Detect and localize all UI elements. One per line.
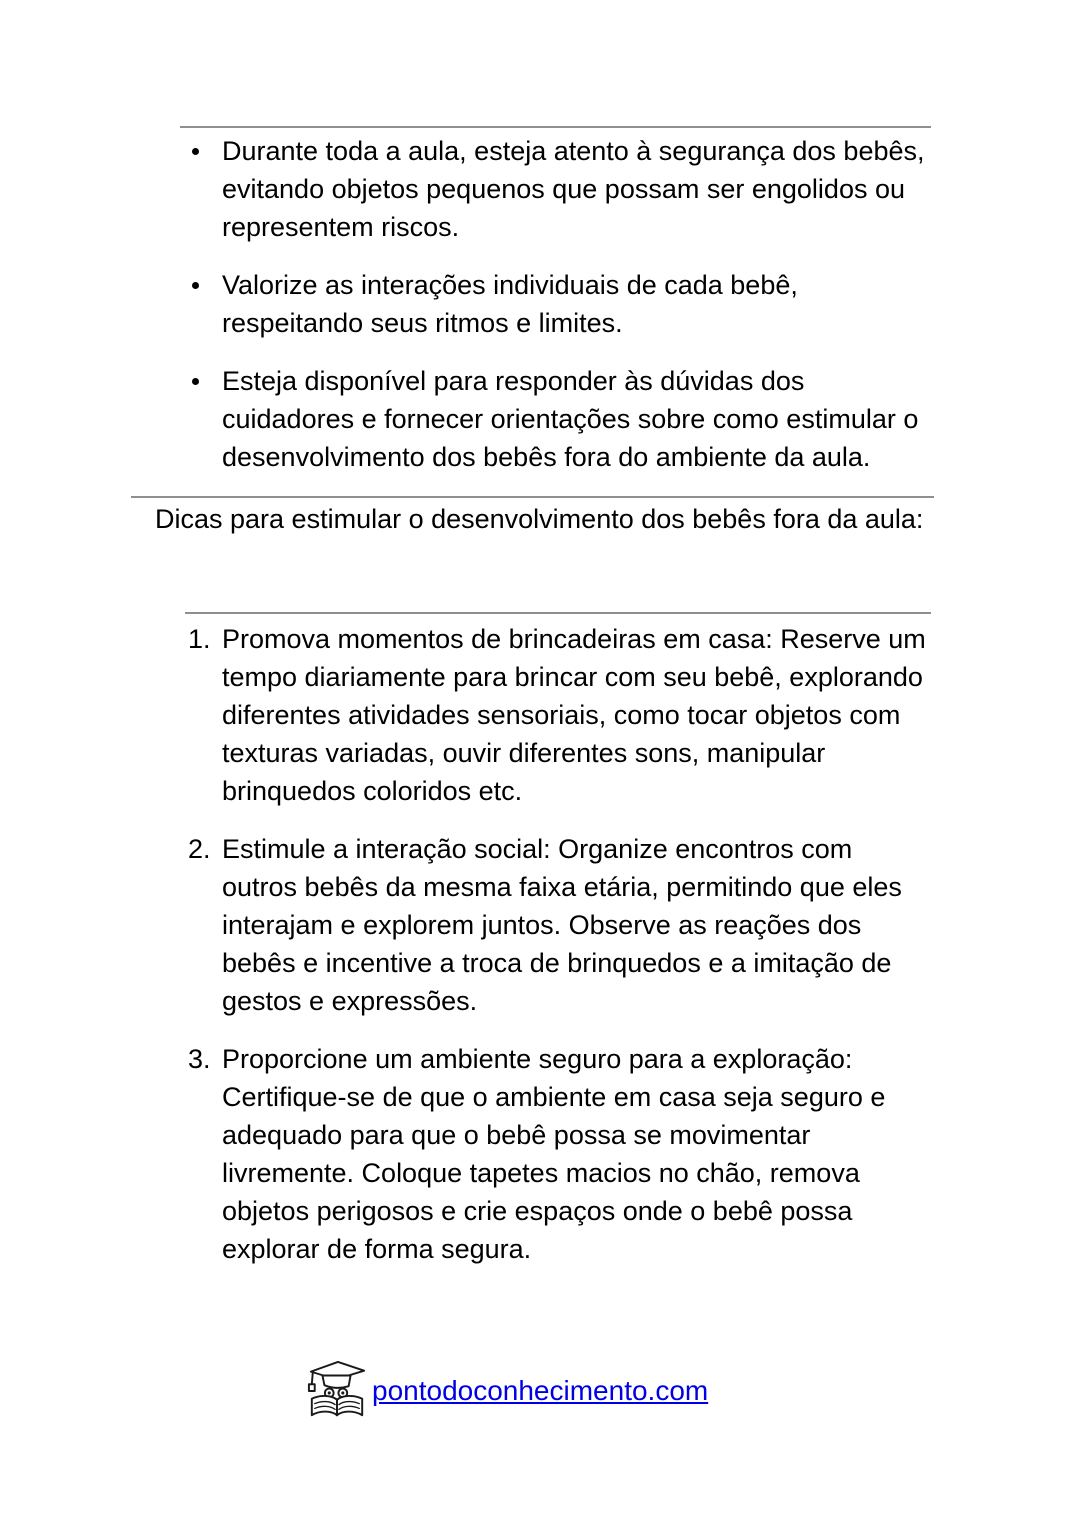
bullet-list (0, 132, 1086, 476)
bullet-list-item (188, 266, 932, 342)
numbered-list (0, 620, 1086, 1268)
bullet-item-text: Valorize as interações individuais de cada bebê, respeitando seus ritmos e limites. (222, 270, 798, 338)
horizontal-rule-bottom (185, 612, 931, 614)
footer (306, 1360, 1086, 1422)
bullet-list-item (188, 132, 932, 246)
numbered-list-item (188, 830, 932, 1020)
bullet-list-item (188, 362, 932, 476)
horizontal-rule-top (180, 126, 931, 128)
list-number: 2. (188, 834, 211, 864)
graduation-cap-open-book-icon (306, 1360, 368, 1422)
bullet-icon (188, 362, 222, 476)
bullet-icon (188, 266, 222, 342)
bullet-item-text: Esteja disponível para responder às dúvidas dos cuidadores e fornecer orientações sobre como estimular o desenvolvimento dos bebês fora do ambiente da aula. (222, 366, 919, 472)
section-heading: Dicas para estimular o desenvolvimento dos bebês fora da aula: (155, 504, 924, 534)
bullet-item-text: Durante toda a aula, esteja atento à segurança dos bebês, evitando objetos pequenos que possam ser engolidos ou representem riscos. (222, 136, 925, 242)
numbered-list-item (188, 1040, 932, 1268)
numbered-item-text: Estimule a interação social: Organize encontros com outros bebês da mesma faixa etária, permitindo que eles interajam e explorem juntos. Observe as reações dos bebês e incentive a troca de brinquedos e a imitação de gestos e expressões. (222, 834, 902, 1016)
list-number: 1. (188, 624, 211, 654)
numbered-item-text: Proporcione um ambiente seguro para a exploração: Certifique-se de que o ambiente em casa seja seguro e adequado para que o bebê possa se movimentar livremente. Coloque tapetes macios no chão, remova objetos perigosos e crie espaços onde o bebê possa explorar de forma segura. (222, 1044, 886, 1264)
numbered-item-text: Promova momentos de brincadeiras em casa: Reserve um tempo diariamente para brincar com seu bebê, explorando diferentes atividades sensoriais, como tocar objetos com texturas variadas, ouvir diferentes sons, manipular brinquedos coloridos etc. (222, 624, 926, 806)
numbered-list-item (188, 620, 932, 810)
list-number: 3. (188, 1044, 211, 1074)
horizontal-rule-middle (131, 496, 934, 498)
footer-link[interactable]: pontodoconhecimento.com (372, 1375, 709, 1406)
bullet-icon (188, 132, 222, 246)
